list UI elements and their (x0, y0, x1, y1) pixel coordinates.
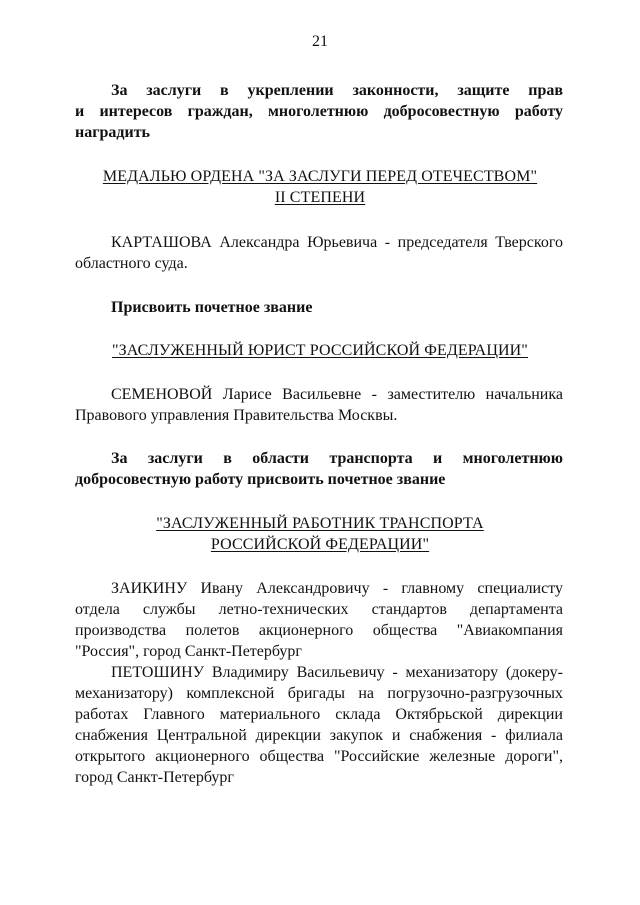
intro-line: добросовестную работу присвоить почетное звание (75, 471, 446, 488)
award-title-line: МЕДАЛЬЮ ОРДЕНА "ЗА ЗАСЛУГИ ПЕРЕД ОТЕЧЕСТВОМ" (102, 168, 538, 185)
intro-line: Присвоить почетное звание (111, 299, 313, 316)
intro-line: наградить (75, 124, 151, 141)
section2-intro (75, 297, 563, 318)
recipient-semenova (75, 384, 563, 426)
recipient-line: ПЕТОШИНУ Владимиру Васильевичу - механизатору (докеру- (111, 664, 563, 681)
honorary-title-lawyer (0, 340, 640, 361)
recipient-line: Правового управления Правительства Москвы. (75, 407, 398, 424)
recipient-line: работах Главного материального склада Октябрьской дирекции (75, 706, 563, 723)
honorary-title-line: РОССИЙСКОЙ ФЕДЕРАЦИИ" (210, 536, 430, 553)
honorary-title-line: "ЗАСЛУЖЕННЫЙ ЮРИСТ РОССИЙСКОЙ ФЕДЕРАЦИИ" (112, 342, 528, 359)
recipient-zaikin (75, 578, 563, 662)
honorary-title-transport (0, 513, 640, 555)
intro-line: За заслуги в области транспорта и многолетнюю (111, 450, 563, 467)
recipient-line: "Россия", город Санкт-Петербург (75, 643, 302, 660)
recipient-line: отдела службы летно-технических стандартов департамента (75, 601, 563, 618)
recipient-line: КАРТАШОВА Александра Юрьевича - председателя Тверского (111, 234, 563, 251)
section3-intro (75, 448, 563, 490)
recipient-line: снабжения Центральной дирекции закупок и снабжения - филиала (75, 727, 563, 744)
recipient-line: механизатору) комплексной бригады на погрузочно-разгрузочных (75, 685, 563, 702)
intro-line: За заслуги в укреплении законности, защите прав (111, 82, 563, 99)
award-title (0, 166, 640, 208)
honorary-title-line: "ЗАСЛУЖЕННЫЙ РАБОТНИК ТРАНСПОРТА (156, 515, 484, 532)
recipient-line: СЕМЕНОВОЙ Ларисе Васильевне - заместителю начальника (111, 386, 563, 403)
page-number: 21 (312, 33, 328, 50)
recipient-line: областного суда. (75, 255, 188, 272)
award-title-line: II СТЕПЕНИ (274, 189, 366, 206)
recipient-line: открытого акционерного общества "Российские железные дороги", (75, 748, 563, 765)
recipient-line: город Санкт-Петербург (75, 769, 234, 786)
section1-intro (75, 80, 563, 143)
recipient-line: производства полетов акционерного общества "Авиакомпания (75, 622, 563, 639)
recipient-petoshin (75, 662, 563, 788)
intro-line: и интересов граждан, многолетнюю добросовестную работу (75, 103, 563, 120)
recipient-line: ЗАИКИНУ Ивану Александровичу - главному специалисту (111, 580, 563, 597)
recipient-kartashov (75, 232, 563, 274)
